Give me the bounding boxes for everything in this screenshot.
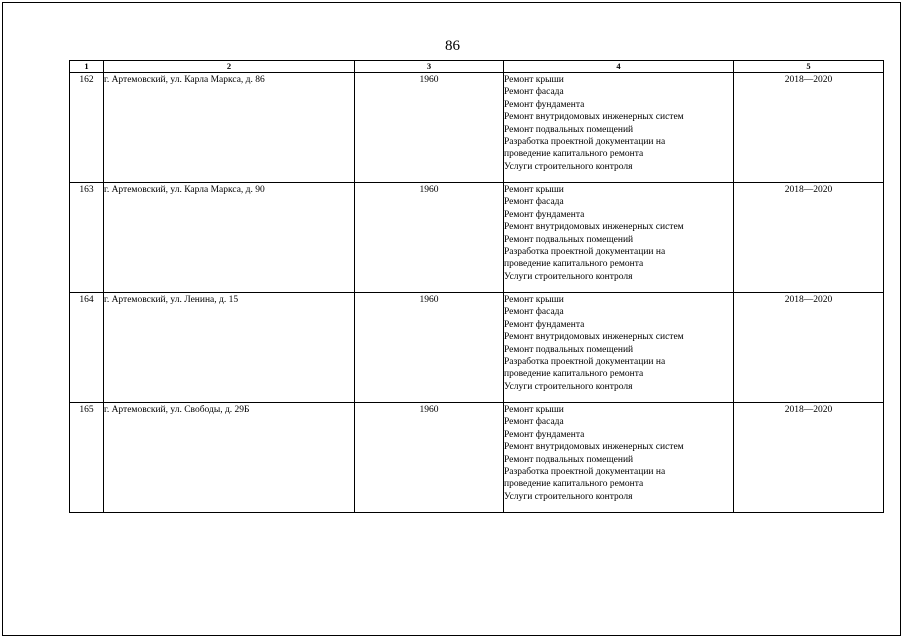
work-item: Ремонт внутридомовых инженерных систем [504, 222, 684, 233]
table-row [70, 403, 884, 513]
work-item: Ремонт внутридомовых инженерных систем [504, 332, 684, 343]
work-item: Ремонт фундамента [504, 209, 585, 220]
work-item: Ремонт подвальных помещений [504, 234, 634, 245]
row-address: г. Артемовский, ул. Карла Маркса, д. 90 [104, 183, 355, 293]
work-item: Услуги строительного контроля [504, 491, 633, 502]
work-item: Ремонт подвальных помещений [504, 454, 634, 465]
work-item: Услуги строительного контроля [504, 161, 633, 172]
table-row [70, 183, 884, 293]
work-item: Ремонт фундамента [504, 99, 585, 110]
row-year: 1960 [355, 293, 504, 403]
row-period: 2018—2020 [734, 293, 884, 403]
work-item: Разработка проектной документации на [504, 357, 666, 368]
work-item: Ремонт крыши [504, 75, 564, 85]
row-works [504, 403, 734, 513]
table-row [70, 293, 884, 403]
row-period: 2018—2020 [734, 73, 884, 183]
work-item: проведение капитального ремонта [504, 259, 644, 270]
work-item: Ремонт фундамента [504, 319, 585, 330]
work-item: Ремонт крыши [504, 405, 564, 415]
row-address: г. Артемовский, ул. Свободы, д. 29Б [104, 403, 355, 513]
work-item: проведение капитального ремонта [504, 149, 644, 160]
work-item: Ремонт фасада [504, 417, 564, 428]
work-item: Ремонт подвальных помещений [504, 344, 634, 355]
work-item: Ремонт подвальных помещений [504, 124, 634, 135]
row-year: 1960 [355, 73, 504, 183]
work-item: Услуги строительного контроля [504, 381, 633, 392]
work-item: Ремонт фундамента [504, 429, 585, 440]
work-item: Ремонт крыши [504, 295, 564, 305]
work-item: Ремонт внутридомовых инженерных систем [504, 112, 684, 123]
row-number: 162 [70, 73, 104, 183]
work-item: Услуги строительного контроля [504, 271, 633, 282]
work-item: Разработка проектной документации на [504, 137, 666, 148]
row-period: 2018—2020 [734, 183, 884, 293]
row-year: 1960 [355, 403, 504, 513]
table-row [70, 73, 884, 183]
column-header: 5 [734, 61, 884, 73]
column-header: 3 [355, 61, 504, 73]
table-header-row [70, 61, 884, 73]
work-item: Ремонт фасада [504, 307, 564, 318]
work-item: проведение капитального ремонта [504, 479, 644, 490]
work-item: Ремонт внутридомовых инженерных систем [504, 442, 684, 453]
work-item: Разработка проектной документации на [504, 467, 666, 478]
row-period: 2018—2020 [734, 403, 884, 513]
row-works [504, 73, 734, 183]
row-works [504, 293, 734, 403]
work-item: Ремонт фасада [504, 87, 564, 98]
page-number: 86 [445, 38, 460, 54]
work-item: Ремонт крыши [504, 185, 564, 195]
row-address: г. Артемовский, ул. Карла Маркса, д. 86 [104, 73, 355, 183]
work-item: проведение капитального ремонта [504, 369, 644, 380]
row-year: 1960 [355, 183, 504, 293]
row-number: 164 [70, 293, 104, 403]
row-address: г. Артемовский, ул. Ленина, д. 15 [104, 293, 355, 403]
work-item: Разработка проектной документации на [504, 247, 666, 258]
column-header: 1 [70, 61, 104, 73]
column-header: 2 [104, 61, 355, 73]
work-item: Ремонт фасада [504, 197, 564, 208]
column-header: 4 [504, 61, 734, 73]
repair-schedule-table [69, 60, 884, 513]
row-number: 165 [70, 403, 104, 513]
row-number: 163 [70, 183, 104, 293]
row-works [504, 183, 734, 293]
